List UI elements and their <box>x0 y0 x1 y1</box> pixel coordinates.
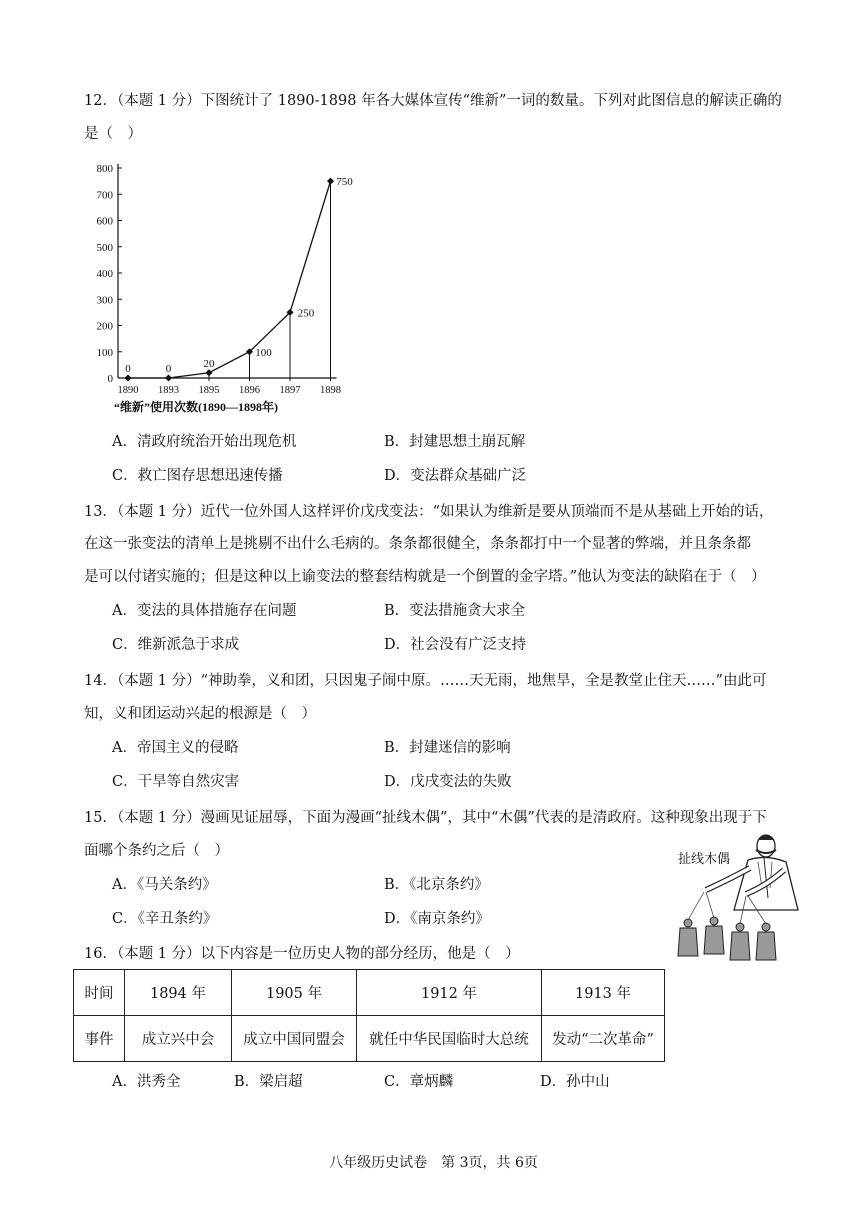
q13-option-d[interactable]: D．社会没有广泛支持 <box>384 637 527 653</box>
table-cell: 1913 年 <box>542 970 665 1016</box>
q14-option-b[interactable]: B．封建迷信的影响 <box>384 740 511 756</box>
q16-option-c[interactable]: C．章炳麟 <box>384 1074 454 1090</box>
q12-option-c[interactable]: C．救亡图存思想迅速传播 <box>112 468 283 484</box>
y-tick-label: 100 <box>96 346 113 359</box>
y-tick-label: 700 <box>96 189 113 202</box>
q16-option-b[interactable]: B．梁启超 <box>234 1074 303 1090</box>
table-cell: 成立兴中会 <box>125 1016 232 1062</box>
table-row <box>74 970 665 1016</box>
data-label: 20 <box>203 357 215 370</box>
y-tick-label: 300 <box>96 294 113 307</box>
x-tick-label: 1895 <box>198 385 220 396</box>
q16-option-d[interactable]: D．孙中山 <box>540 1074 610 1090</box>
data-point <box>124 374 131 381</box>
q15-stem-line2: 面哪个条约之后（ ） <box>84 843 229 859</box>
q12-line-chart <box>80 158 360 418</box>
q16-stem-line1: 16．（本题 1 分）以下内容是一位历史人物的部分经历，他是（ ） <box>84 946 520 962</box>
data-label: 0 <box>125 363 131 375</box>
y-tick-label: 600 <box>96 215 113 228</box>
q12-option-b[interactable]: B．封建思想土崩瓦解 <box>384 434 526 450</box>
data-label: 750 <box>336 176 353 189</box>
q16-events-table <box>73 969 665 1062</box>
q16-option-a[interactable]: A．洪秀全 <box>112 1074 181 1090</box>
q13-option-c[interactable]: C．维新派急于求成 <box>112 637 240 653</box>
page-footer: 八年级历史试卷 第 3页，共 6页 <box>329 1155 538 1171</box>
cartoon-caption: 扯线木偶 <box>678 852 731 867</box>
data-label: 0 <box>165 363 172 375</box>
y-tick-label: 400 <box>96 268 113 280</box>
table-cell: 时间 <box>74 970 125 1016</box>
q12-stem-line2: 是（ ） <box>84 126 142 142</box>
data-point <box>165 374 172 381</box>
data-point <box>327 178 334 185</box>
x-tick-label: 1893 <box>158 385 179 396</box>
q15-option-c[interactable]: C．《辛丑条约》 <box>112 911 218 927</box>
q14-option-a[interactable]: A．帝国主义的侵略 <box>112 740 239 756</box>
q15-option-a[interactable]: A．《马关条约》 <box>112 877 217 893</box>
x-tick-label: 1896 <box>239 385 260 396</box>
q13-option-b[interactable]: B．变法措施贪大求全 <box>384 603 526 619</box>
x-tick-label: 1898 <box>320 385 341 396</box>
table-cell: 1894 年 <box>125 970 232 1016</box>
data-label: 250 <box>297 307 315 320</box>
table-cell: 就任中华民国临时大总统 <box>357 1016 542 1062</box>
q14-option-c[interactable]: C．干旱等自然灾害 <box>112 774 240 790</box>
series-line <box>128 181 331 378</box>
q13-stem-line3: 是可以付诸实施的；但是这种以上谕变法的整套结构就是一个倒置的金字塔。”他认为变法的缺陷在于（ ） <box>84 569 766 585</box>
q14-stem-line1: 14．（本题 1 分）“神助拳，义和团，只因鬼子闹中原。……天无雨，地焦旱，全是教堂止住天……”由此可 <box>84 673 767 689</box>
q15-option-d[interactable]: D．《南京条约》 <box>384 911 490 927</box>
x-axis-label: “维新”使用次数(1890—1898年) <box>114 400 278 414</box>
puppet-cartoon-image <box>666 828 806 968</box>
table-row <box>74 1016 665 1062</box>
table-cell: 成立中国同盟会 <box>232 1016 357 1062</box>
x-tick-label: 1890 <box>117 385 139 396</box>
y-tick-label: 500 <box>96 241 113 254</box>
q12-stem-line1: 12．（本题 1 分）下图统计了 1890-1898 年各大媒体宣传“维新”一词的数量。下列对此图信息的解读正确的 <box>84 93 782 109</box>
y-tick-label: 0 <box>107 373 113 385</box>
q13-stem-line2: 在这一张变法的清单上是挑剔不出什么毛病的。条条都很健全，条条都打中一个显著的弊端，并且条条都 <box>84 536 751 552</box>
q12-option-d[interactable]: D．变法群众基础广泛 <box>384 468 527 484</box>
table-cell: 1912 年 <box>357 970 542 1016</box>
table-cell: 事件 <box>74 1016 125 1062</box>
q13-option-a[interactable]: A．变法的具体措施存在问题 <box>112 603 297 619</box>
q14-option-d[interactable]: D．戊戌变法的失败 <box>384 774 512 790</box>
y-tick-label: 800 <box>96 163 113 175</box>
x-tick-label: 1897 <box>279 385 301 396</box>
q14-stem-line2: 知，义和团运动兴起的根源是（ ） <box>84 706 316 722</box>
table-cell: 1905 年 <box>232 970 357 1016</box>
data-label: 100 <box>255 346 272 359</box>
q12-option-a[interactable]: A．清政府统治开始出现危机 <box>112 434 297 450</box>
y-tick-label: 200 <box>96 320 113 333</box>
data-point <box>205 369 212 376</box>
table-cell: 发动“二次革命” <box>542 1016 665 1062</box>
q15-option-b[interactable]: B．《北京条约》 <box>384 877 489 893</box>
q13-stem-line1: 13．（本题 1 分）近代一位外国人这样评价戊戌变法：“如果认为维新是要从顶端而不是从基础上开始的话， <box>84 504 774 520</box>
q15-stem-line1: 15．（本题 1 分）漫画见证屈辱，下面为漫画“扯线木偶”，其中“木偶”代表的是清政府。这种现象出现于下 <box>84 810 767 826</box>
